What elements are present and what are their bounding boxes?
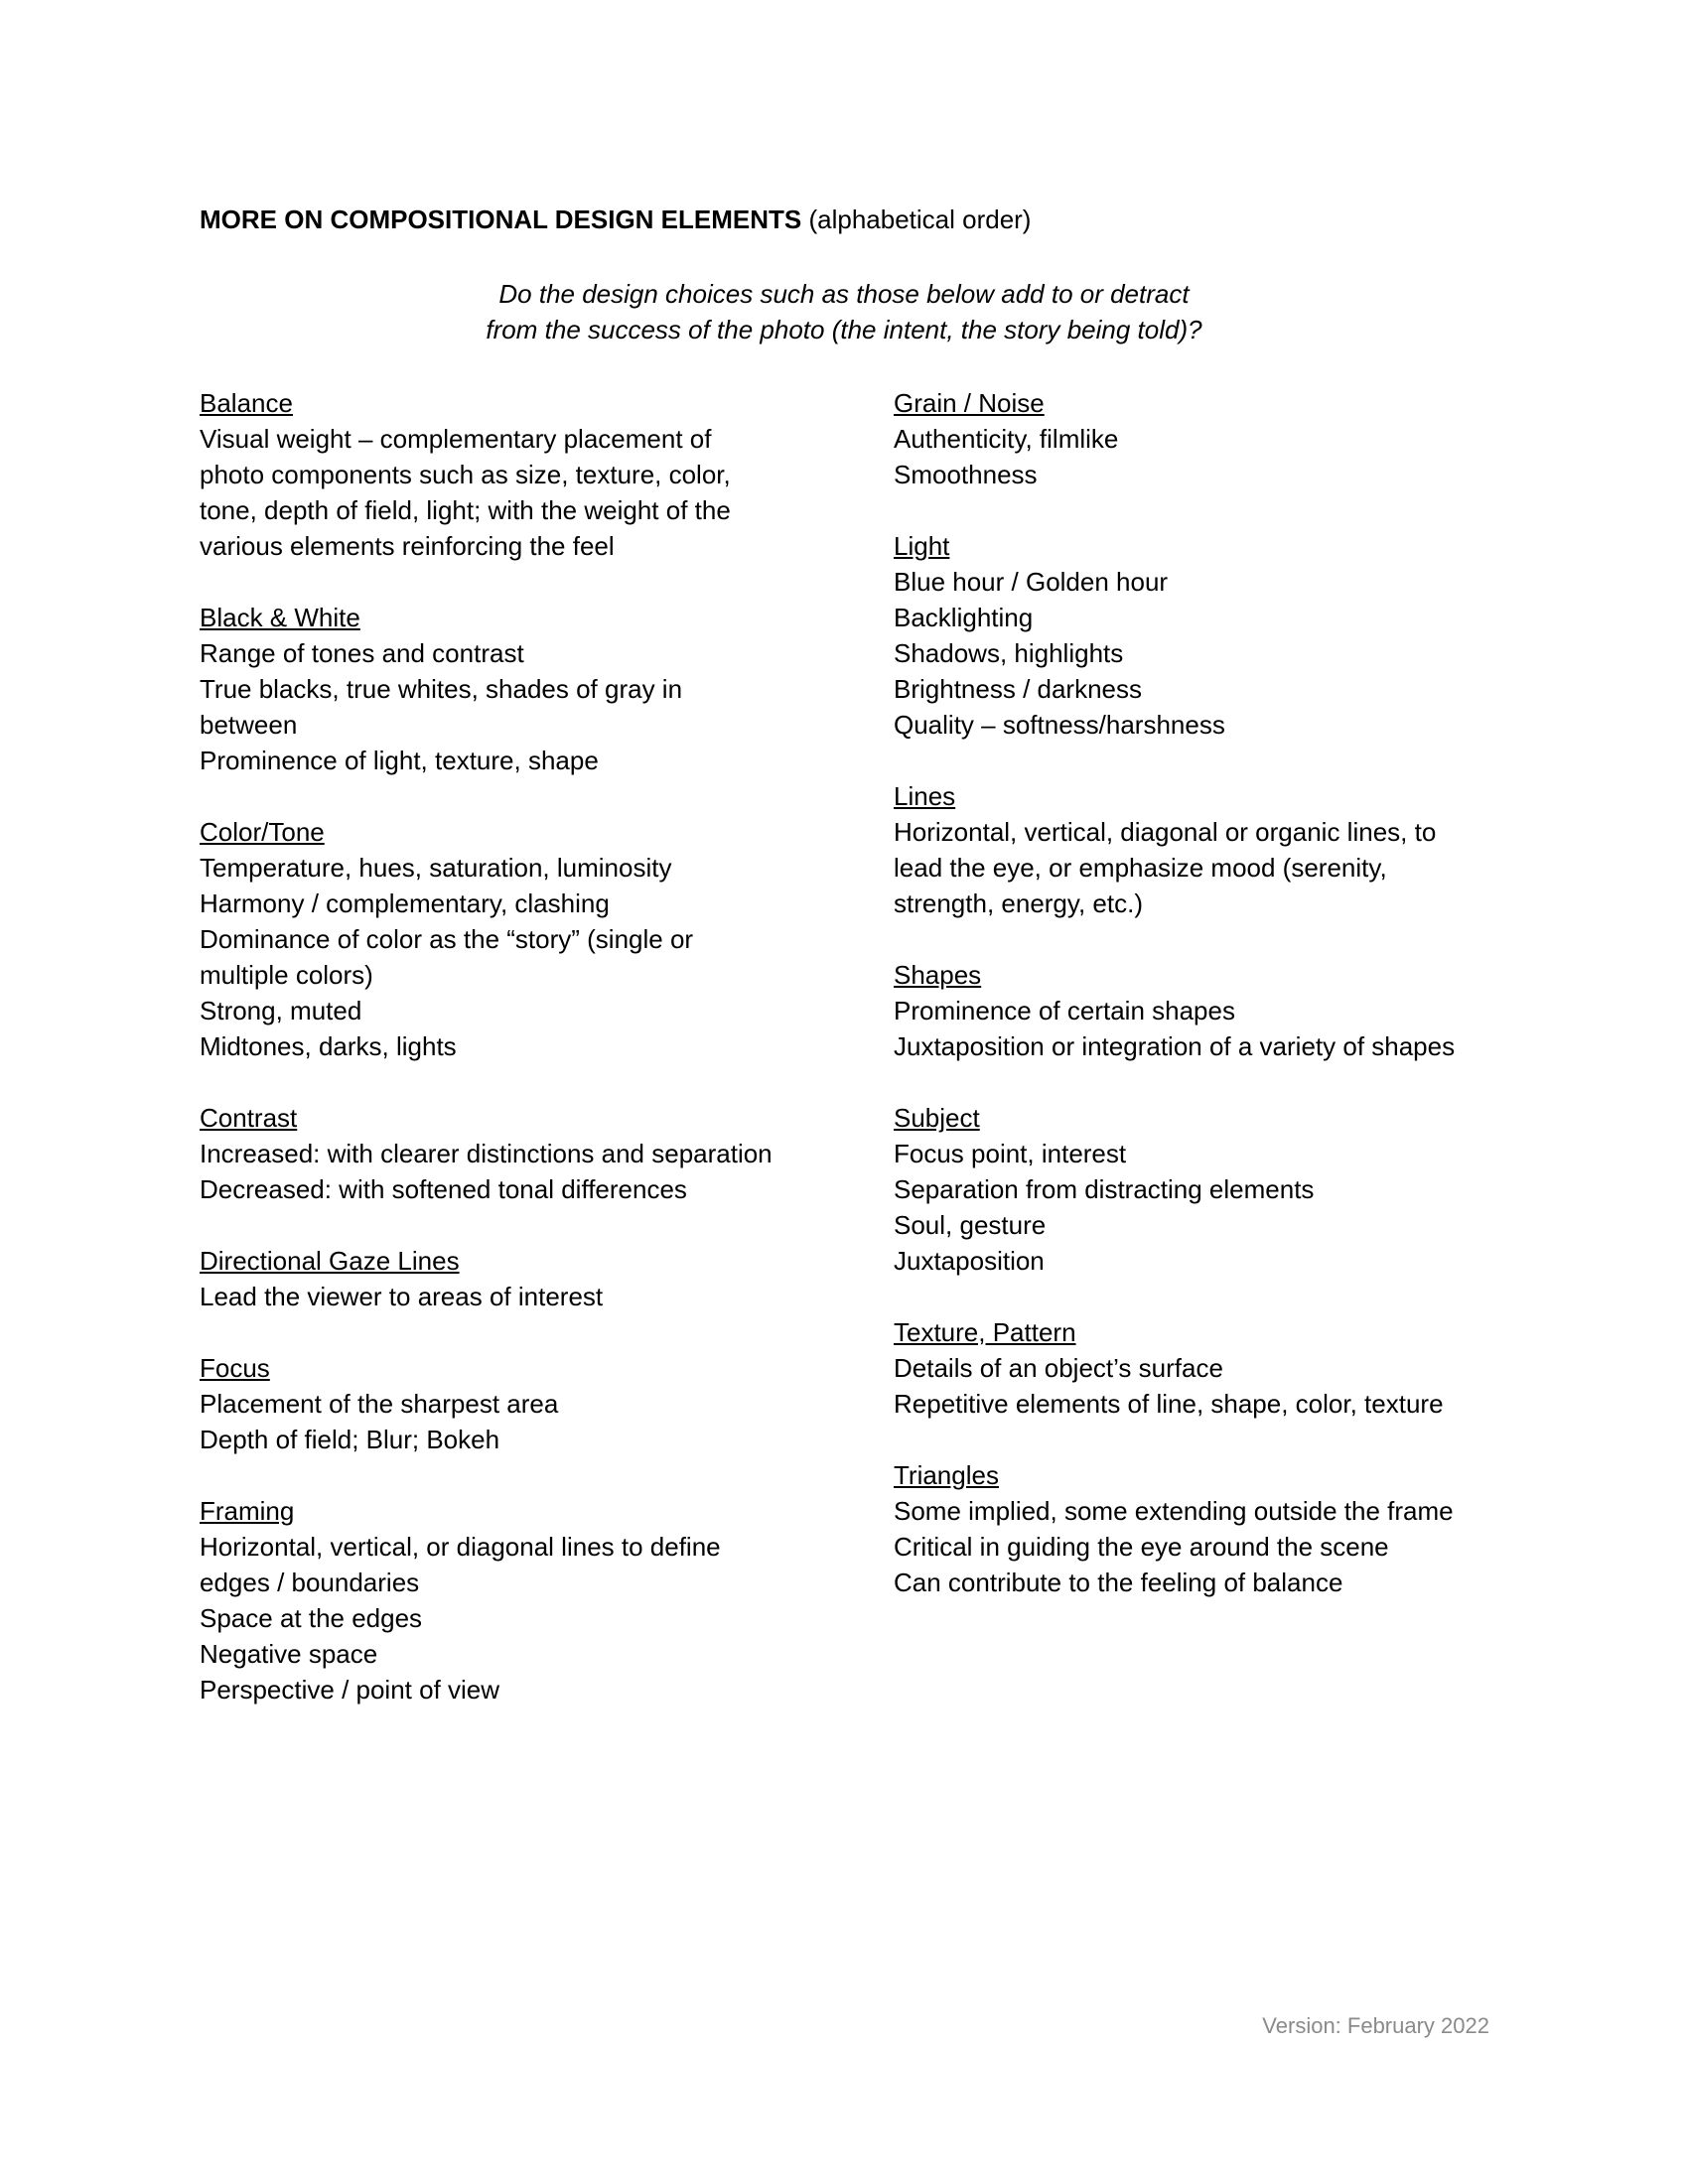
section-line: Juxtaposition <box>894 1246 1045 1276</box>
section-line: Critical in guiding the eye around the scene <box>894 1532 1389 1562</box>
intro-line: Do the design choices such as those below add to or detract <box>498 279 1190 309</box>
section-line: Space at the edges <box>200 1603 423 1633</box>
section-line: lead the eye, or emphasize mood (serenity, <box>894 853 1387 883</box>
section-line: Blue hour / Golden hour <box>894 567 1169 597</box>
section-heading: Subject <box>894 1103 980 1133</box>
section-heading: Grain / Noise <box>894 388 1045 418</box>
section-heading: Contrast <box>200 1103 298 1133</box>
section-heading: Balance <box>200 388 293 418</box>
section-heading: Black & White <box>200 603 360 632</box>
section-line: Prominence of certain shapes <box>894 996 1235 1025</box>
section-heading: Texture, Pattern <box>894 1317 1076 1347</box>
section-line: Decreased: with softened tonal differences <box>200 1174 687 1204</box>
section-line: Juxtaposition or integration of a variety of shapes <box>894 1031 1456 1061</box>
version-label: Version: February 2022 <box>1262 2013 1489 2038</box>
section <box>200 1350 835 1457</box>
section <box>894 778 1509 921</box>
section-heading: Framing <box>200 1496 295 1526</box>
section <box>894 1457 1509 1600</box>
section-line: True blacks, true whites, shades of gray in <box>200 674 683 704</box>
section <box>200 814 835 1064</box>
section <box>200 1100 835 1207</box>
section-heading: Color/Tone <box>200 817 325 847</box>
section-line: multiple colors) <box>200 960 373 990</box>
section-line: Backlighting <box>894 603 1034 632</box>
section-line: Focus point, interest <box>894 1139 1127 1168</box>
section-line: Depth of field; Blur; Bokeh <box>200 1425 500 1454</box>
section <box>200 600 835 778</box>
section-line: Harmony / complementary, clashing <box>200 888 610 918</box>
intro-question <box>199 276 1489 347</box>
section-line: Authenticity, filmlike <box>894 424 1119 454</box>
section-line: Increased: with clearer distinctions and separation <box>200 1139 773 1168</box>
section-line: Lead the viewer to areas of interest <box>200 1282 604 1311</box>
section <box>894 957 1509 1064</box>
section-line: edges / boundaries <box>200 1568 420 1597</box>
section-heading: Light <box>894 531 950 561</box>
section-line: Shadows, highlights <box>894 638 1124 668</box>
section-line: between <box>200 710 298 740</box>
section-line: Visual weight – complementary placement of <box>200 424 712 454</box>
section-heading: Triangles <box>894 1460 999 1490</box>
page-title <box>200 202 1031 237</box>
section-line: tone, depth of field, light; with the weight of the <box>200 495 731 525</box>
section <box>894 528 1509 743</box>
left-column <box>200 385 835 1743</box>
section <box>200 1243 835 1314</box>
section-heading: Lines <box>894 781 956 811</box>
page-title-suffix: (alphabetical order) <box>801 205 1032 234</box>
intro-line: from the success of the photo (the intent, the story being told)? <box>486 315 1202 344</box>
section <box>200 1493 835 1707</box>
section-line: Prominence of light, texture, shape <box>200 746 599 775</box>
page-title-bold: MORE ON COMPOSITIONAL DESIGN ELEMENTS <box>200 205 802 234</box>
section <box>894 385 1509 492</box>
section-line: Brightness / darkness <box>894 674 1143 704</box>
section-line: Perspective / point of view <box>200 1675 500 1705</box>
section-line: Can contribute to the feeling of balance <box>894 1568 1343 1597</box>
section <box>894 1100 1509 1279</box>
section-line: Some implied, some extending outside the frame <box>894 1496 1454 1526</box>
section-line: Range of tones and contrast <box>200 638 524 668</box>
section-heading: Directional Gaze Lines <box>200 1246 460 1276</box>
section-line: Smoothness <box>894 460 1038 489</box>
section-line: strength, energy, etc.) <box>894 888 1143 918</box>
section-line: Details of an object’s surface <box>894 1353 1223 1383</box>
section-line: Repetitive elements of line, shape, color, texture <box>894 1389 1444 1419</box>
section-line: Placement of the sharpest area <box>200 1389 559 1419</box>
section-heading: Focus <box>200 1353 270 1383</box>
section-line: Horizontal, vertical, or diagonal lines to define <box>200 1532 721 1562</box>
section-line: Negative space <box>200 1639 378 1669</box>
section <box>894 1314 1509 1422</box>
section-line: Soul, gesture <box>894 1210 1047 1240</box>
section-line: various elements reinforcing the feel <box>200 531 615 561</box>
section-line: Strong, muted <box>200 996 362 1025</box>
section-line: Midtones, darks, lights <box>200 1031 457 1061</box>
section-line: Separation from distracting elements <box>894 1174 1315 1204</box>
right-column <box>894 385 1509 1636</box>
section-line: Temperature, hues, saturation, luminosity <box>200 853 672 883</box>
section-line: Dominance of color as the “story” (single or <box>200 924 694 954</box>
section-heading: Shapes <box>894 960 982 990</box>
section <box>200 385 835 564</box>
section-line: photo components such as size, texture, color, <box>200 460 731 489</box>
section-line: Horizontal, vertical, diagonal or organic lines, to <box>894 817 1437 847</box>
section-line: Quality – softness/harshness <box>894 710 1225 740</box>
